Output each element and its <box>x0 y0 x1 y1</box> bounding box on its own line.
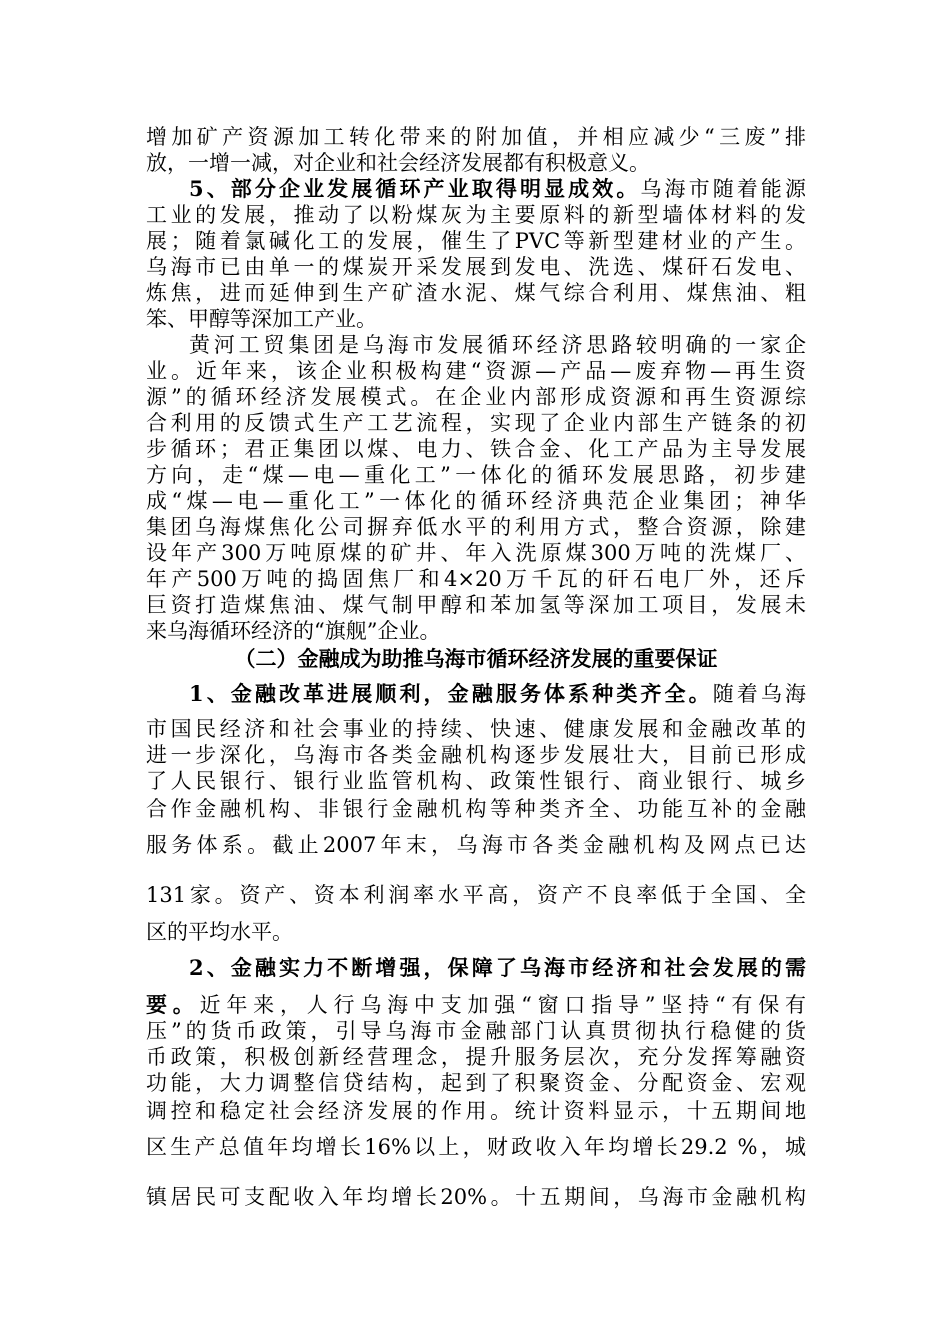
text-line: 服务体系。截止2007年末，乌海市各类金融机构及网点已达 <box>146 833 806 857</box>
text-line: 成“煤—电—重化工”一体化的循环经济典范企业集团；神华 <box>146 489 806 513</box>
text-line: 镇居民可支配收入年均增长20%。十五期间，乌海市金融机构 <box>146 1185 806 1209</box>
text-line: 笨、甲醇等深加工产业。 <box>146 307 377 331</box>
text-line: 年产500万吨的捣固焦厂和4×20万千瓦的矸石电厂外，还斥 <box>146 567 806 591</box>
paragraph-heading-line <box>189 681 806 707</box>
text-span: 近年来，人行乌海中支加强“窗口指导”坚持“有保有 <box>199 993 806 1017</box>
text-line: 炼焦，进而延伸到生产矿渣水泥、煤气综合利用、煤焦油、粗 <box>146 281 806 305</box>
text-line: 设年产300万吨原煤的矿井、年入洗原煤300万吨的洗煤厂、 <box>146 541 806 565</box>
text-line: 合利用的反馈式生产工艺流程，实现了企业内部生产链条的初 <box>146 411 806 435</box>
text-line: 工业的发展，推动了以粉煤灰为主要原料的新型墙体材料的发 <box>146 203 806 227</box>
bold-lead: 5、部分企业发展循环产业取得明显成效。 <box>189 176 641 201</box>
text-line: 方向，走“煤—电—重化工”一体化的循环发展思路，初步建 <box>146 463 806 487</box>
text-line: 功能，大力调整信贷结构，起到了积聚资金、分配资金、宏观 <box>146 1071 806 1095</box>
text-line: 步循环；君正集团以煤、电力、铁合金、化工产品为主导发展 <box>146 437 806 461</box>
paragraph-heading-line: 2、金融实力不断增强，保障了乌海市经济和社会发展的需 <box>189 955 806 980</box>
bold-lead: 1、金融改革进展顺利，金融服务体系种类齐全。 <box>189 681 713 706</box>
paragraph-heading-line <box>189 176 806 202</box>
text-line: 增加矿产资源加工转化带来的附加值，并相应减少“三废”排 <box>146 125 806 149</box>
text-line: 币政策，积极创新经营理念，提升服务层次，充分发挥筹融资 <box>146 1045 806 1069</box>
text-line: 调控和稳定社会经济发展的作用。统计资料显示，十五期间地 <box>146 1099 806 1123</box>
text-line: 源”的循环经济发展模式。在企业内部形成资源和再生资源综 <box>146 385 806 409</box>
text-line: 区的平均水平。 <box>146 920 293 944</box>
text-span: 随着乌海 <box>712 682 806 706</box>
text-line: 放，一增一减，对企业和社会经济发展都有积极意义。 <box>146 151 650 175</box>
bold-lead: 要。 <box>146 992 200 1017</box>
text-line: 区生产总值年均增长16%以上，财政收入年均增长29.2 %，城 <box>146 1135 806 1159</box>
text-line: 市国民经济和社会事业的持续、快速、健康发展和金融改革的 <box>146 717 806 741</box>
text-line: 集团乌海煤焦化公司摒弃低水平的利用方式，整合资源，除建 <box>146 515 806 539</box>
text-line: 压”的货币政策，引导乌海市金融部门认真贯彻执行稳健的货 <box>146 1019 806 1043</box>
text-line: 来乌海循环经济的“旗舰”企业。 <box>146 619 441 643</box>
text-line: 黄河工贸集团是乌海市发展循环经济思路较明确的一家企 <box>189 333 806 357</box>
text-line: 进一步深化，乌海市各类金融机构逐步发展壮大，目前已形成 <box>146 743 806 767</box>
paragraph-line <box>146 992 806 1018</box>
text-line: 了人民银行、银行业监管机构、政策性银行、商业银行、城乡 <box>146 769 806 793</box>
text-span: 乌海市随着能源 <box>640 177 806 201</box>
section-heading: （二）金融成为助推乌海市循环经济发展的重要保证 <box>234 646 718 671</box>
text-line: 业。近年来，该企业积极构建“资源—产品—废弃物—再生资 <box>146 359 806 383</box>
text-line: 乌海市已由单一的煤炭开采发展到发电、洗选、煤矸石发电、 <box>146 255 806 279</box>
text-line: 巨资打造煤焦油、煤气制甲醇和苯加氢等深加工项目，发展未 <box>146 593 806 617</box>
text-line: 131家。资产、资本利润率水平高，资产不良率低于全国、全 <box>146 883 806 907</box>
text-line: 合作金融机构、非银行金融机构等种类齐全、功能互补的金融 <box>146 797 806 821</box>
text-line: 展；随着氯碱化工的发展，催生了PVC等新型建材业的产生。 <box>146 229 806 253</box>
